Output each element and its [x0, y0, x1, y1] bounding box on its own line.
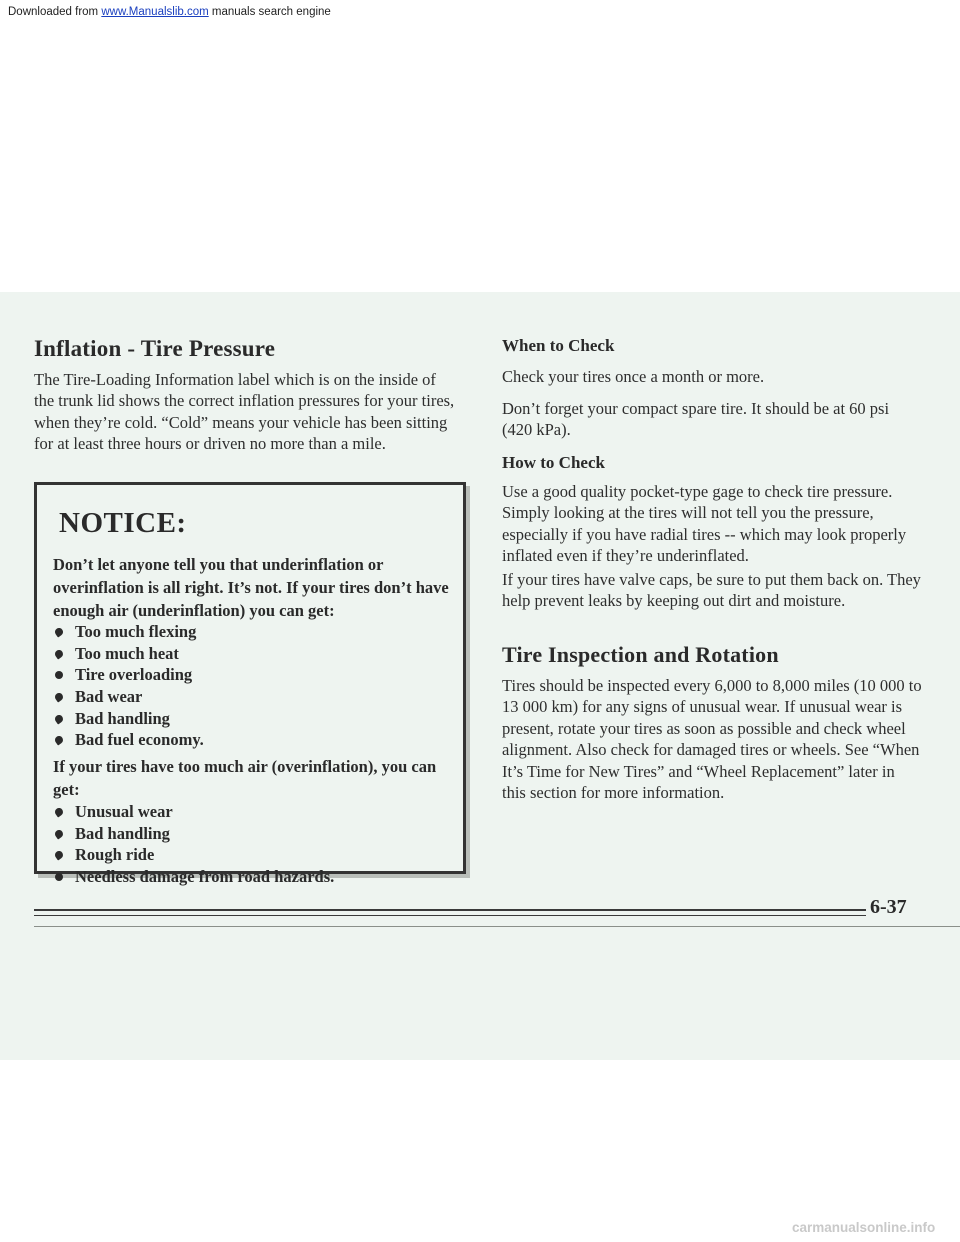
list-item: Too much heat: [53, 643, 204, 665]
list-item: Needless damage from road hazards.: [53, 866, 334, 888]
inflation-paragraph: The Tire-Loading Information label which is on the inside of the trunk lid shows the correct inflation pressures for your tires, when they’re cold. “Cold” means your vehicle has been sitting for at least three hours or driven no more than a mile.: [34, 370, 455, 454]
bullet-icon: [53, 806, 64, 817]
bottom-rule: [34, 926, 960, 927]
overinflation-effects-list: [53, 801, 334, 888]
bullet-icon: [53, 713, 64, 724]
inspection-heading: Tire Inspection and Rotation: [502, 642, 779, 667]
bullet-icon: [53, 850, 64, 861]
how-to-check-para-2: If your tires have valve caps, be sure to put them back on. They help prevent leaks by keeping out dirt and moisture.: [502, 570, 921, 611]
manualslib-link[interactable]: www.Manualslib.com: [101, 6, 209, 18]
notice-title: NOTICE:: [59, 507, 187, 539]
bullet-icon: [55, 873, 63, 881]
header-prefix: Downloaded from: [8, 6, 102, 18]
list-item: Bad fuel economy.: [53, 729, 204, 751]
how-to-check-para-1: Use a good quality pocket-type gage to check tire pressure. Simply looking at the tires will not tell you the pressure, especially if you have radial tires -- which may look properly inflated even if they’re underinflated.: [502, 482, 907, 566]
list-item: Bad handling: [53, 823, 334, 845]
footer-rule-upper: [34, 909, 866, 911]
bullet-icon: [55, 671, 63, 679]
inflation-heading: Inflation - Tire Pressure: [34, 336, 276, 361]
footer-rule-lower: [34, 915, 866, 916]
notice-box: [34, 482, 466, 887]
bullet-icon: [53, 691, 64, 702]
footer-brand-watermark: carmanualsonline.info: [792, 1220, 936, 1235]
notice-intro: Don’t let anyone tell you that underinflation or overinflation is all right. It’s not. If your tires don’t have enough air (underinflation) you can get:: [53, 555, 449, 620]
list-item: Tire overloading: [53, 664, 204, 686]
when-to-check-para-2: Don’t forget your compact spare tire. It should be at 60 psi (420 kPa).: [502, 399, 890, 440]
page-number: 6-37: [870, 896, 907, 918]
list-item: Bad handling: [53, 708, 204, 730]
manual-page: [0, 292, 960, 1060]
how-to-check-heading: How to Check: [502, 453, 605, 472]
list-item: Unusual wear: [53, 801, 334, 823]
header-suffix: manuals search engine: [208, 6, 331, 18]
bullet-icon: [53, 735, 64, 746]
when-to-check-para-1: Check your tires once a month or more.: [502, 367, 765, 386]
when-to-check-heading: When to Check: [502, 336, 615, 355]
bullet-icon: [53, 828, 64, 839]
bullet-icon: [53, 626, 64, 637]
list-item: Rough ride: [53, 844, 334, 866]
underinflation-effects-list: [53, 621, 204, 751]
list-item: Bad wear: [53, 686, 204, 708]
bullet-icon: [53, 648, 64, 659]
list-item: Too much flexing: [53, 621, 204, 643]
download-source-header: [8, 6, 331, 18]
overinflation-intro: If your tires have too much air (overinflation), you can get:: [53, 757, 437, 799]
inspection-paragraph: Tires should be inspected every 6,000 to 8,000 miles (10 000 to 13 000 km) for any signs of unusual wear. If unusual wear is present, rotate your tires as soon as possible and check wheel alignment. Also check for damaged tires or wheels. See “When It’s Time for New Tires” and “Wheel Replacement” later in this section for more information.: [502, 676, 922, 803]
